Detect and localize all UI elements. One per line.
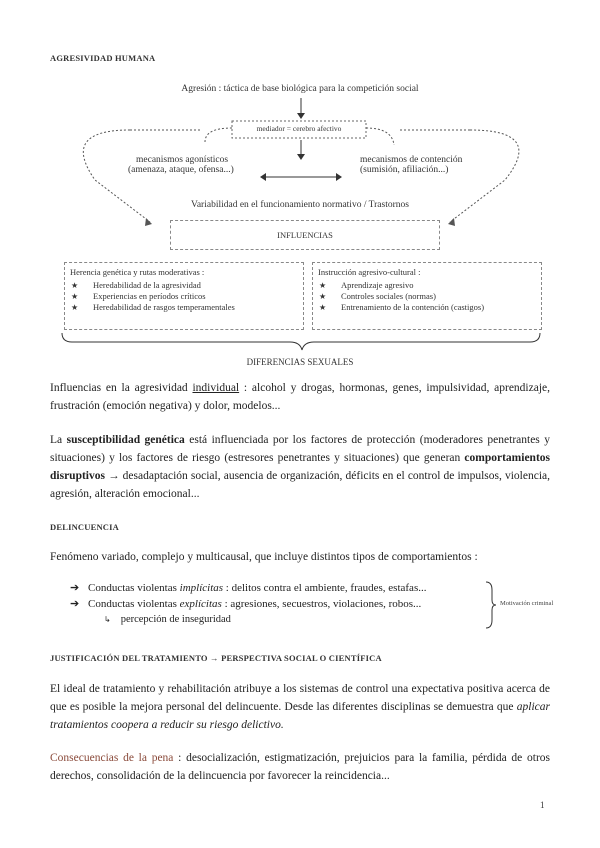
conduct-list bbox=[70, 580, 490, 628]
list-subitem bbox=[70, 612, 490, 628]
text: : agresiones, secuestros, violaciones, robos... bbox=[221, 598, 422, 610]
bold-text: susceptibilidad genética bbox=[66, 434, 185, 446]
italic-text: aplicar tratamientos coopera a reducir su riesgo delictivo. bbox=[50, 701, 550, 731]
list-item: ★ Controles sociales (normas) bbox=[313, 291, 541, 302]
text: El ideal de tratamiento y rehabilitación atribuye a los sistemas de control una expectativa positiva acerca de que es posible la mejora personal del delincuente. Desde las diferentes disciplinas se demuestra que bbox=[50, 683, 550, 713]
highlight-label: Consecuencias de la pena bbox=[50, 752, 174, 764]
variability-label: Variabilidad en el funcionamiento normativo / Trastornos bbox=[191, 200, 409, 210]
right-brace bbox=[484, 580, 498, 630]
italic-text: implícitas bbox=[179, 582, 224, 594]
agonistic-title: mecanismos agonísticos bbox=[136, 155, 229, 165]
arrow-icon: ➔ bbox=[70, 582, 80, 594]
paragraph-consecuencias bbox=[50, 749, 550, 785]
text: La bbox=[50, 434, 67, 446]
containment-title: mecanismos de contención bbox=[360, 155, 463, 165]
section-heading-justificacion: JUSTIFICACIÓN DEL TRATAMIENTO → PERSPECTIVA SOCIAL O CIENTÍFICA bbox=[50, 653, 382, 663]
text: Conductas violentas bbox=[88, 598, 180, 610]
text: está influenciada por los factores de protección (moderadores penetrantes y situaciones) y los factores de riesgo (estresores penetrantes y situaciones) que generan bbox=[50, 434, 550, 464]
italic-text: explícitas bbox=[179, 598, 222, 610]
list-item bbox=[70, 596, 490, 612]
cultural-box-title: Instrucción agresivo-cultural : bbox=[318, 267, 421, 277]
mediator-label: mediador = cerebro afectivo bbox=[256, 124, 342, 133]
criminal-motivation-note: Motivación criminal bbox=[500, 600, 554, 607]
text: : delitos contra el ambiente, fraudes, estafas... bbox=[223, 582, 427, 594]
list-item: ★ Aprendizaje agresivo bbox=[313, 280, 541, 291]
list-item: ★ Heredabilidad de rasgos temperamentales bbox=[65, 302, 303, 313]
list-item bbox=[70, 580, 490, 596]
text: Conductas violentas bbox=[88, 582, 180, 594]
diagram-top-label: Agresión : táctica de base biológica para la competición social bbox=[181, 84, 419, 94]
text: percepción de inseguridad bbox=[120, 614, 231, 625]
list-item: ★ Entrenamiento de la contención (castigos) bbox=[313, 302, 541, 313]
influences-box bbox=[170, 220, 440, 250]
cultural-list bbox=[313, 280, 541, 313]
containment-detail: (sumisión, afiliación...) bbox=[360, 165, 449, 175]
return-arrow-icon: ↳ bbox=[104, 615, 111, 624]
bold-text: comportamientos disruptivos bbox=[50, 452, 550, 482]
page-title: AGRESIVIDAD HUMANA bbox=[50, 53, 156, 63]
list-item: ★ Heredabilidad de la agresividad bbox=[65, 280, 303, 291]
containment-mechanisms bbox=[360, 155, 500, 175]
text: : desocialización, estigmatización, prejuicios para la familia, pérdida de otros derechos, consolidación de la delincuencia por favorecer la reincidencia... bbox=[50, 752, 550, 782]
section-heading-delincuencia: DELINCUENCIA bbox=[50, 522, 119, 532]
text: : alcohol y drogas, hormonas, genes, impulsividad, aprendizaje, frustración (emoción negativa) y dolor, modelos... bbox=[50, 382, 550, 412]
agonistic-detail: (amenaza, ataque, ofensa...) bbox=[128, 165, 234, 175]
sex-differences-label: DIFERENCIAS SEXUALES bbox=[246, 357, 354, 367]
genetic-influence-box bbox=[64, 262, 304, 330]
text: Influencias en la agresividad bbox=[50, 382, 193, 394]
paragraph-genetic bbox=[50, 431, 550, 503]
text: → desadaptación social, ausencia de organización, déficits en el control de impulsos, violencia, agresión, alteración emocional... bbox=[50, 470, 550, 500]
genetic-box-title: Herencia genética y rutas moderativas : bbox=[70, 267, 205, 277]
influences-label: INFLUENCIAS bbox=[277, 230, 333, 240]
paragraph-justificacion bbox=[50, 680, 550, 734]
agonistic-mechanisms bbox=[128, 155, 318, 175]
arrow-icon: ➔ bbox=[70, 598, 80, 610]
delincuencia-intro: Fenómeno variado, complejo y multicausal, que incluye distintos tipos de comportamientos : bbox=[50, 551, 478, 563]
genetic-list bbox=[65, 280, 303, 313]
list-item: ★ Experiencias en períodos críticos bbox=[65, 291, 303, 302]
paragraph-influences bbox=[50, 379, 550, 415]
cultural-influence-box bbox=[312, 262, 542, 330]
underlined-text: individual bbox=[192, 382, 240, 394]
page-number: 1 bbox=[540, 800, 545, 810]
